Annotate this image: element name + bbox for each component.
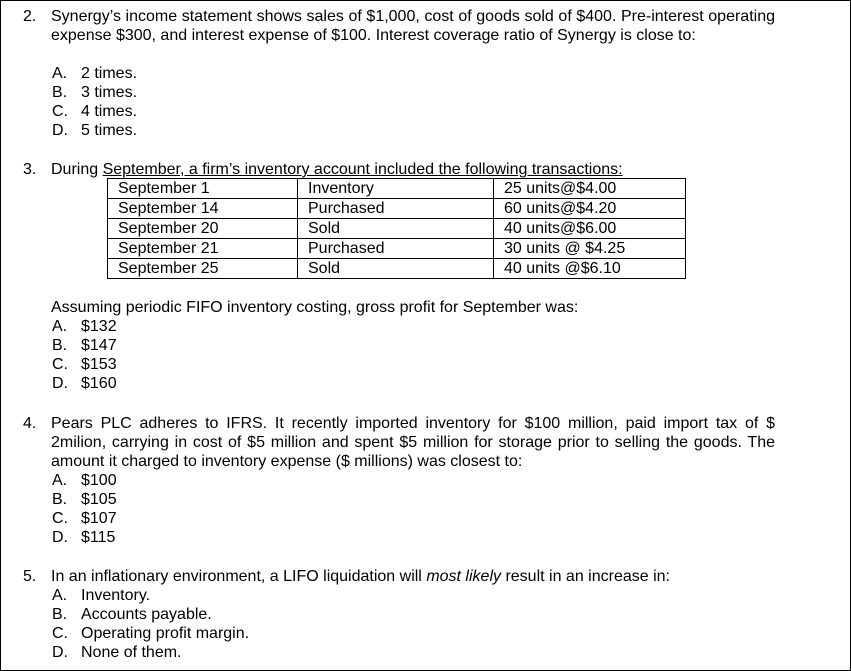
quantity-cell: 30 units @ $4.25 [494,239,686,259]
option-letter: B. [52,491,68,508]
option-letter: D. [52,375,68,392]
date-cell: September 14 [108,199,298,219]
option-letter: B. [52,84,68,101]
option-letter: D. [52,122,68,139]
option-b [52,336,117,355]
option-c [52,102,137,121]
option-a [52,471,117,490]
date-cell: September 1 [108,179,298,199]
option-d [52,374,117,393]
option-text: $147 [81,337,117,354]
question-text [51,160,811,179]
type-cell: Inventory [298,179,494,199]
question-text-emphasis: most likely [426,568,501,585]
option-letter: B. [52,606,68,623]
option-text: Accounts payable. [81,606,212,623]
option-letter: C. [52,510,68,527]
option-text: 5 times. [81,122,138,139]
option-text: $100 [81,472,117,489]
option-a [52,317,117,336]
table-row [108,219,686,239]
option-text: 3 times. [81,84,138,101]
option-letter: A. [52,587,68,604]
option-d [52,528,115,547]
option-text: $132 [81,318,117,335]
question-text-tail: result in an increase in: [501,568,670,585]
option-text: $105 [81,491,117,508]
quantity-cell: 25 units@$4.00 [494,179,686,199]
option-c [52,509,117,528]
date-cell: September 20 [108,219,298,239]
table-row [108,179,686,199]
option-b [52,490,117,509]
option-a [52,586,150,605]
option-letter: A. [52,318,68,335]
question-text [51,567,811,586]
quantity-cell: 40 units @$6.10 [494,259,686,279]
option-text: 4 times. [81,103,138,120]
table-row [108,259,686,279]
option-a [52,64,137,83]
option-text: None of them. [81,644,182,661]
question-number: 2. [23,8,37,25]
option-d [52,121,137,140]
table-row [108,239,686,259]
option-text: $153 [81,356,117,373]
question-text-underlined: September, a firm’s inventory account included the following transactions: [102,161,623,178]
table-row [108,199,686,219]
question-prompt: Assuming periodic FIFO inventory costing, gross profit for September was: [51,299,579,316]
option-b [52,605,212,624]
option-c [52,355,117,374]
option-letter: C. [52,103,68,120]
date-cell: September 25 [108,259,298,279]
question-text-lead: In an inflationary environment, a LIFO liquidation will [51,568,427,585]
option-text: $107 [81,510,117,527]
question-text-lead: During [51,161,103,178]
type-cell: Sold [298,219,494,239]
option-letter: C. [52,625,68,642]
option-text: Operating profit margin. [81,625,250,642]
question-number: 5. [23,568,37,585]
option-d [52,643,182,662]
option-text: $160 [81,375,117,392]
option-text: $115 [81,529,116,546]
inventory-transactions-table [107,178,686,279]
option-b [52,83,137,102]
question-text: Synergy’s income statement shows sales of $1,000, cost of goods sold of $400. Pre-interest operating expense $300, and interest expense of $100. Interest coverage ratio of Synergy is close to: [51,8,775,44]
option-text: 2 times. [81,65,138,82]
quantity-cell: 40 units@$6.00 [494,219,686,239]
type-cell: Purchased [298,199,494,219]
date-cell: September 21 [108,239,298,259]
question-number: 4. [23,415,37,432]
option-letter: A. [52,65,68,82]
option-c [52,624,249,643]
question-text: Pears PLC adheres to IFRS. It recently imported inventory for $100 million, paid import tax of $ 2milion, carrying in cost of $5 million and spent $5 million for storage prior to selling the goods. The amount it charged to inventory expense ($ millions) was closest to: [51,415,775,470]
option-letter: A. [52,472,68,489]
type-cell: Sold [298,259,494,279]
option-text: Inventory. [81,587,151,604]
type-cell: Purchased [298,239,494,259]
option-letter: D. [52,644,68,661]
option-letter: B. [52,337,68,354]
option-letter: D. [52,529,68,546]
quantity-cell: 60 units@$4.20 [494,199,686,219]
option-letter: C. [52,356,68,373]
question-number: 3. [23,161,37,178]
